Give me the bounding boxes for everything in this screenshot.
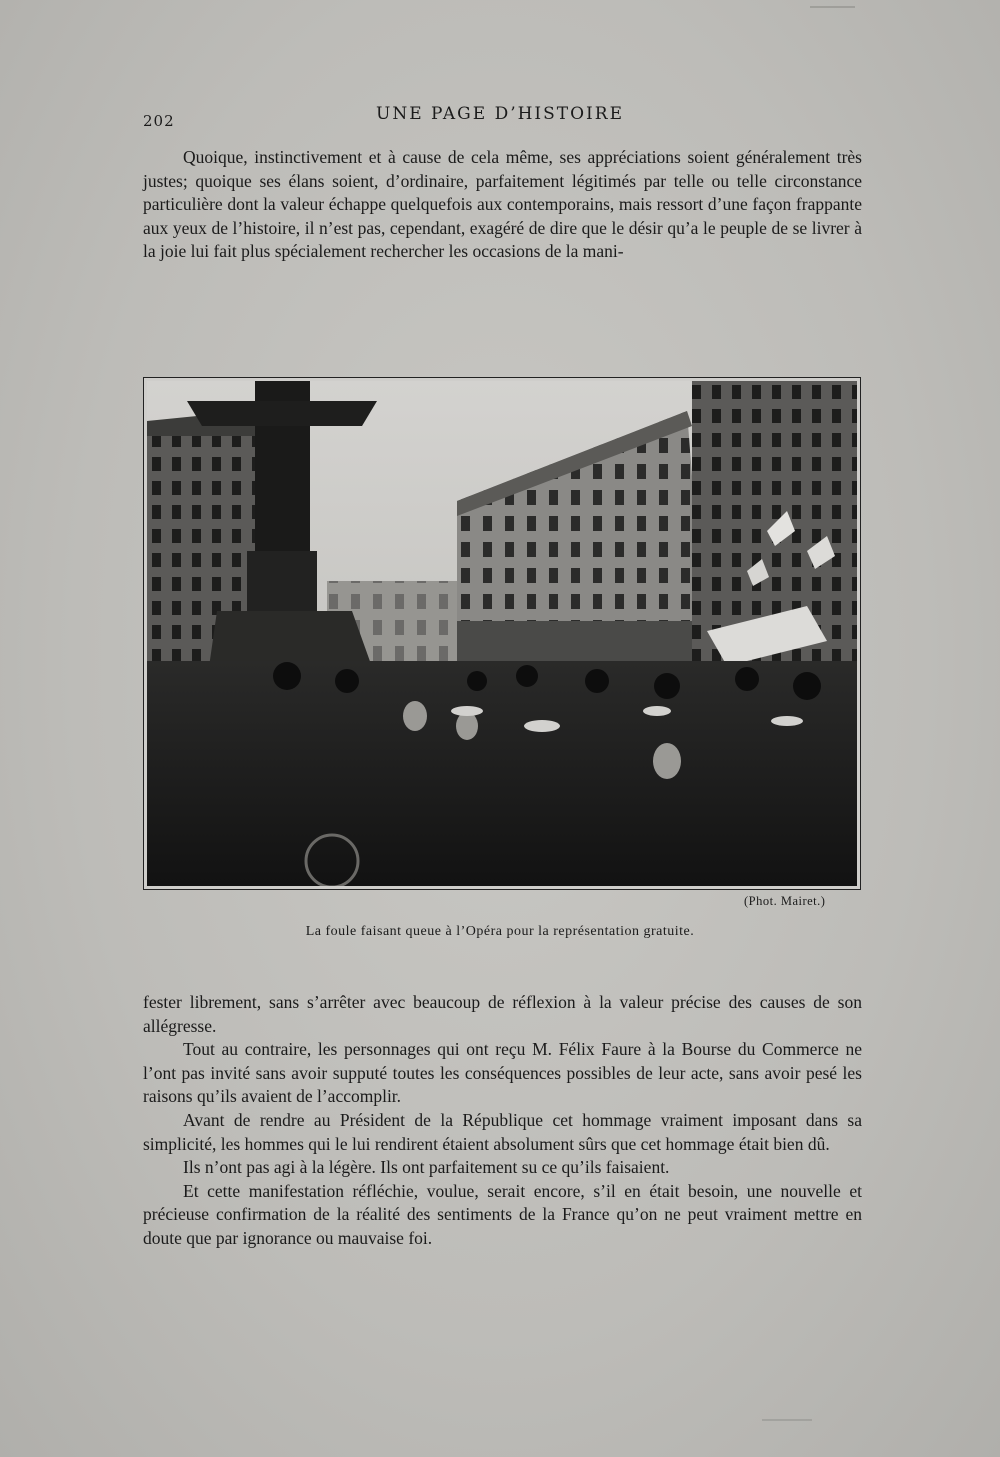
- photograph-frame: [143, 377, 861, 890]
- paragraph: fester librement, sans s’arrêter avec beaucoup de réflexion à la valeur précise des causes de son allégresse.: [143, 992, 862, 1036]
- scan-mark: [762, 1419, 812, 1421]
- paragraph: Et cette manifestation réfléchie, voulue, serait encore, s’il en était besoin, une nouvelle et précieuse confirmation de la réalité des sentiments de la France qu’on ne peut vraiment mettre en doute que par ignorance ou mauvaise foi.: [143, 1180, 862, 1248]
- paragraph: Tout au contraire, les personnages qui ont reçu M. Félix Faure à la Bourse du Commerce ne l’ont pas invité sans avoir supputé toutes les conséquences possibles de leur acte, sans avoir pesé les raisons qu’ils avaient de l’accomplir.: [143, 1039, 862, 1107]
- figure-caption: La foule faisant queue à l’Opéra pour la représentation gratuite.: [305, 924, 695, 939]
- page-number: 202: [143, 112, 175, 130]
- opera-crowd-photograph: [147, 381, 857, 886]
- running-title: UNE PAGE D’HISTOIRE: [376, 104, 624, 124]
- paragraph: Quoique, instinctivement et à cause de cela même, ses appréciations soient généralement très justes; quoique ses élans soient, d’ordinaire, parfaitement légitimés par telle ou telle circonstance particulière dont la valeur échappe quelquefois aux contemporains, mais ressort d’une façon frappante aux yeux de l’histoire, il n’est pas, cependant, exagéré de dire que le désir qu’a le peuple de se livrer à la joie lui fait plus spécialement rechercher les occasions de la mani-: [143, 147, 862, 262]
- paragraph: Ils n’ont pas agi à la légère. Ils ont parfaitement su ce qu’ils faisaient.: [183, 1157, 670, 1178]
- scan-mark: [810, 6, 855, 8]
- photo-credit: (Phot. Mairet.): [744, 894, 826, 908]
- paragraph: Avant de rendre au Président de la République cet hommage vraiment imposant dans sa simplicité, les hommes qui le lui rendirent étaient absolument sûrs que cet hommage était bien dû.: [143, 1109, 862, 1154]
- bottom-text-block: [143, 991, 862, 1251]
- top-text-block: [143, 146, 862, 264]
